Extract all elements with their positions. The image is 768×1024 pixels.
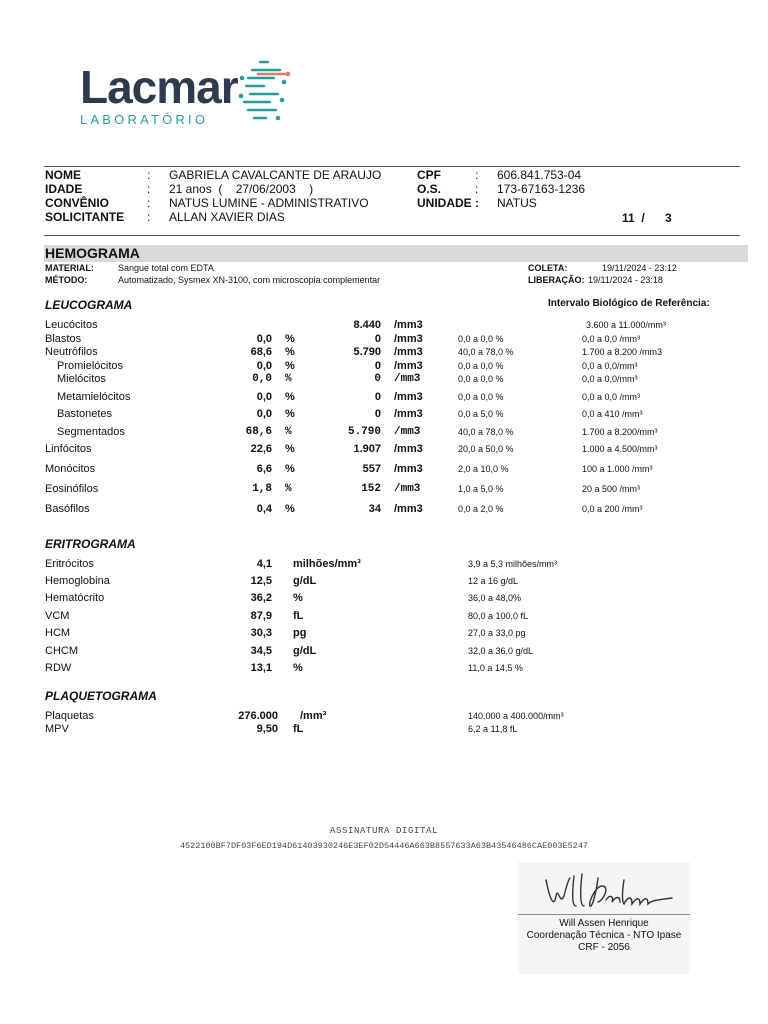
leuco-absolute-unit: /mm3 xyxy=(394,360,423,372)
leuco-absolute-unit: /mm3 xyxy=(394,319,423,331)
leuco-ref-relative: 1,0 a 5,0 % xyxy=(458,484,504,494)
signature-rule xyxy=(518,914,690,915)
eritro-reference: 12 a 16 g/dL xyxy=(468,576,519,586)
solicitante-label: SOLICITANTE xyxy=(45,210,125,224)
eritro-value: 12,5 xyxy=(250,575,272,587)
lab-logo-name: Lacmar xyxy=(80,61,238,113)
leuco-absolute: 0 xyxy=(374,391,381,403)
eritrograma-title: ERITROGRAMA xyxy=(45,537,136,551)
leuco-percent-unit: % xyxy=(285,408,295,420)
lab-logo-tagline: LABORATÓRIO xyxy=(80,112,209,127)
metodo-value: Automatizado, Sysmex XN-3100, com microscopia complementar xyxy=(118,275,381,285)
leuco-percent-unit: % xyxy=(285,443,295,455)
header-bottom-rule xyxy=(44,235,740,236)
leuco-absolute-unit: /mm3 xyxy=(394,391,423,403)
colon: : xyxy=(147,210,151,224)
leuco-absolute: 8.440 xyxy=(353,319,381,331)
idade-label: IDADE xyxy=(45,182,83,196)
leuco-name: Eosinófilos xyxy=(45,483,99,495)
plaq-reference: 140.000 a 400.000/mm³ xyxy=(468,711,564,721)
os-label: O.S. xyxy=(417,182,442,196)
plaq-name: Plaquetas xyxy=(45,710,94,722)
leuco-ref-absolute: 0,0 a 0,0/mm³ xyxy=(582,374,638,384)
reference-header: Intervalo Biológico de Referência: xyxy=(548,298,710,309)
eritro-name: CHCM xyxy=(45,645,78,657)
exam-title-band xyxy=(44,245,748,262)
leuco-percent: 0,4 xyxy=(256,503,272,515)
material-label: MATERIAL: xyxy=(45,263,94,273)
patient-age: 21 anos ( 27/06/2003 ) xyxy=(169,182,314,196)
signer-crf: CRF - 2056 xyxy=(578,942,630,953)
leuco-absolute: 557 xyxy=(362,463,381,475)
patient-cpf: 606.841.753-04 xyxy=(497,168,582,182)
leuco-ref-relative: 0,0 a 0,0 % xyxy=(458,392,504,402)
leuco-ref-absolute: 20 a 500 /mm³ xyxy=(582,484,641,494)
liberacao-label: LIBERAÇÃO: xyxy=(528,275,585,285)
leuco-ref-relative: 0,0 a 0,0 % xyxy=(458,361,504,371)
leuco-absolute: 0 xyxy=(374,360,381,372)
leuco-percent: 68,6 xyxy=(245,426,272,438)
colon: : xyxy=(147,196,151,210)
unidade-label: UNIDADE : xyxy=(417,196,479,210)
eritro-unit: fL xyxy=(293,610,304,622)
leuco-name: Neutrófilos xyxy=(45,346,98,358)
digital-signature-hash: 4522100BF7DF03F6ED194D61403930246E3EF02D54446A663B8557633A63B43546486CAE003E5247 xyxy=(179,841,589,851)
leuco-absolute-unit: /mm3 xyxy=(394,483,421,495)
leuco-name: Monócitos xyxy=(45,463,96,475)
leuco-absolute: 5.790 xyxy=(353,346,381,358)
leuco-percent-unit: % xyxy=(285,483,292,495)
leuco-name: Segmentados xyxy=(57,426,125,438)
eritro-name: Hemoglobina xyxy=(45,575,110,587)
leuco-percent-unit: % xyxy=(285,360,295,372)
page-total: 3 xyxy=(665,211,672,225)
eritro-unit: g/dL xyxy=(293,645,317,657)
leuco-ref-relative: 20,0 a 50,0 % xyxy=(458,444,514,454)
eritro-unit: % xyxy=(293,592,303,604)
leuco-percent: 1,8 xyxy=(252,483,272,495)
eritro-value: 36,2 xyxy=(250,592,272,604)
exam-title: HEMOGRAMA xyxy=(45,245,140,261)
leuco-percent: 0,0 xyxy=(256,360,272,372)
leuco-ref-absolute: 1.700 a 8.200 /mm3 xyxy=(582,347,663,357)
eritro-name: RDW xyxy=(45,662,72,674)
coleta-value: 19/11/2024 - 23:12 xyxy=(602,263,677,273)
colon: : xyxy=(475,168,479,182)
eritro-reference: 27,0 a 33,0 pg xyxy=(468,628,526,638)
leuco-ref-absolute: 0,0 a 410 /mm³ xyxy=(582,409,643,419)
leuco-absolute-unit: /mm3 xyxy=(394,503,423,515)
leuco-percent-unit: % xyxy=(285,333,295,345)
plaq-value: 9,50 xyxy=(256,723,278,735)
leuco-ref-absolute: 3.600 a 11.000/mm³ xyxy=(586,320,666,330)
colon: : xyxy=(147,182,151,196)
leuco-percent-unit: % xyxy=(285,373,292,385)
cpf-label: CPF xyxy=(417,168,441,182)
leuco-percent-unit: % xyxy=(285,391,295,403)
leuco-absolute-unit: /mm3 xyxy=(394,463,423,475)
eritro-name: VCM xyxy=(45,610,70,622)
signer-name: Will Assen Henrique xyxy=(559,918,649,929)
leuco-ref-relative: 40,0 a 78,0 % xyxy=(458,347,514,357)
nome-label: NOME xyxy=(45,168,81,182)
signer-role: Coordenação Técnica - NTO Ipase xyxy=(526,930,682,941)
colon: : xyxy=(147,168,151,182)
patient-insurance: NATUS LUMINE - ADMINISTRATIVO xyxy=(169,196,369,210)
header-top-rule xyxy=(44,166,740,167)
eritro-value: 4,1 xyxy=(256,558,272,570)
metodo-label: MÉTODO: xyxy=(45,275,88,285)
leuco-ref-relative: 0,0 a 2,0 % xyxy=(458,504,504,514)
leuco-ref-absolute: 0,0 a 0,0/mm³ xyxy=(582,361,638,371)
eritro-reference: 11,0 a 14,5 % xyxy=(468,663,523,673)
eritro-name: HCM xyxy=(45,627,71,639)
colon: : xyxy=(475,182,479,196)
unit-name: NATUS xyxy=(497,196,537,210)
leuco-absolute-unit: /mm3 xyxy=(394,408,423,420)
leuco-ref-relative: 0,0 a 0,0 % xyxy=(458,374,504,384)
leuco-name: Basófilos xyxy=(45,503,90,515)
leuco-name: Bastonetes xyxy=(57,408,113,420)
leuco-ref-absolute: 0,0 a 0,0 /mm³ xyxy=(582,334,641,344)
leuco-name: Promielócitos xyxy=(57,360,124,372)
leuco-absolute: 0 xyxy=(374,373,381,385)
leuco-percent: 0,0 xyxy=(256,408,272,420)
leuco-percent: 0,0 xyxy=(256,391,272,403)
leuco-ref-relative: 0,0 a 5,0 % xyxy=(458,409,504,419)
leuco-absolute-unit: /mm3 xyxy=(394,346,423,358)
leuco-ref-absolute: 100 a 1.000 /mm³ xyxy=(582,464,653,474)
handwritten-signature-icon xyxy=(540,866,680,916)
leuco-absolute: 152 xyxy=(361,483,381,495)
leuco-absolute: 0 xyxy=(374,408,381,420)
plaquetograma-title: PLAQUETOGRAMA xyxy=(45,689,157,703)
leuco-name: Mielócitos xyxy=(57,373,106,385)
leuco-absolute-unit: /mm3 xyxy=(394,333,423,345)
eritro-unit: milhões/mm³ xyxy=(293,558,361,570)
eritro-unit: % xyxy=(293,662,303,674)
leuco-absolute: 1.907 xyxy=(353,443,381,455)
plaq-unit: /mm³ xyxy=(300,710,327,722)
leuco-ref-relative: 0,0 a 0,0 % xyxy=(458,334,504,344)
plaq-value: 276.000 xyxy=(238,710,278,722)
digital-signature-label: ASSINATURA DIGITAL xyxy=(329,826,439,836)
dna-logo-icon xyxy=(238,56,292,128)
eritro-value: 34,5 xyxy=(250,645,272,657)
leuco-absolute: 5.790 xyxy=(347,426,381,438)
order-number: 173-67163-1236 xyxy=(497,182,586,196)
leuco-percent: 22,6 xyxy=(250,443,272,455)
eritro-reference: 32,0 a 36,0 g/dL xyxy=(468,646,534,656)
leuco-ref-absolute: 1.700 a 8.200/mm³ xyxy=(582,427,658,437)
leuco-ref-absolute: 0,0 a 0,0 /mm³ xyxy=(582,392,641,402)
leuco-percent-unit: % xyxy=(285,463,295,475)
plaq-reference: 6,2 a 11,8 fL xyxy=(468,724,518,734)
leuco-absolute-unit: /mm3 xyxy=(394,426,421,438)
leuco-name: Leucócitos xyxy=(45,319,98,331)
eritro-unit: g/dL xyxy=(293,575,317,587)
leuco-name: Metamielócitos xyxy=(57,391,131,403)
leuco-name: Blastos xyxy=(45,333,82,345)
leuco-ref-relative: 40,0 a 78,0 % xyxy=(458,427,514,437)
convenio-label: CONVÊNIO xyxy=(45,196,110,210)
leuco-percent-unit: % xyxy=(285,426,292,438)
leuco-percent: 0,0 xyxy=(256,333,272,345)
eritro-name: Hematócrito xyxy=(45,592,105,604)
material-value: Sangue total com EDTA xyxy=(118,263,214,273)
page-number: 11 / xyxy=(622,211,645,225)
eritro-name: Eritrócitos xyxy=(45,558,94,570)
leuco-percent: 0,0 xyxy=(252,373,272,385)
eritro-value: 30,3 xyxy=(250,627,272,639)
eritro-reference: 36,0 a 48,0% xyxy=(468,593,522,603)
leuco-name: Linfócitos xyxy=(45,443,92,455)
leuco-percent: 6,6 xyxy=(256,463,272,475)
eritro-unit: pg xyxy=(293,627,307,639)
coleta-label: COLETA: xyxy=(528,263,568,273)
eritro-reference: 80,0 a 100,0 fL xyxy=(468,611,529,621)
liberacao-value: 19/11/2024 - 23:18 xyxy=(588,275,663,285)
leuco-ref-absolute: 1.000 a 4.500/mm³ xyxy=(582,444,658,454)
eritro-value: 87,9 xyxy=(250,610,272,622)
leucograma-title: LEUCOGRAMA xyxy=(45,298,133,312)
patient-physician: ALLAN XAVIER DIAS xyxy=(169,210,285,224)
leuco-absolute: 34 xyxy=(368,503,381,515)
eritro-value: 13,1 xyxy=(250,662,272,674)
eritro-reference: 3,9 a 5,3 milhões/mm³ xyxy=(468,559,558,569)
leuco-percent-unit: % xyxy=(285,503,295,515)
plaq-name: MPV xyxy=(45,723,69,735)
leuco-percent-unit: % xyxy=(285,346,295,358)
leuco-ref-absolute: 0,0 a 200 /mm³ xyxy=(582,504,643,514)
leuco-absolute-unit: /mm3 xyxy=(394,373,421,385)
leuco-ref-relative: 2,0 a 10,0 % xyxy=(458,464,509,474)
leuco-percent: 68,6 xyxy=(250,346,272,358)
leuco-absolute: 0 xyxy=(374,333,381,345)
plaq-unit: fL xyxy=(293,723,304,735)
patient-name: GABRIELA CAVALCANTE DE ARAUJO xyxy=(169,168,382,182)
leuco-absolute-unit: /mm3 xyxy=(394,443,423,455)
